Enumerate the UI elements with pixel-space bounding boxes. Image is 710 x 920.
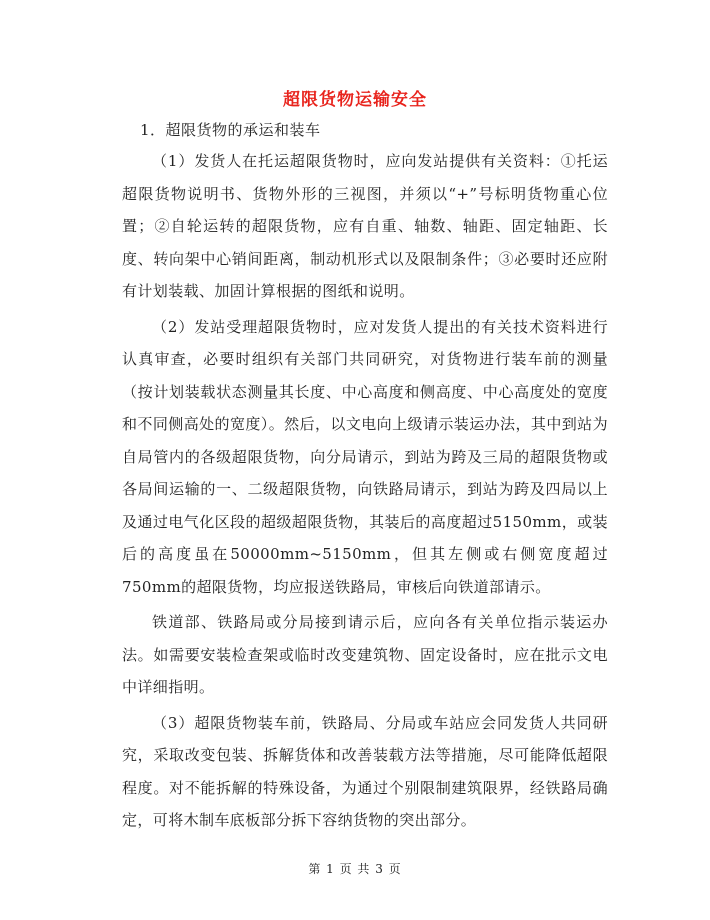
document-title: 超限货物运输安全 [283,90,427,110]
paragraph-2: （2）发站受理超限货物时，应对发货人提出的有关技术资料进行认真审查，必要时组织有关部门共同研究，对货物进行装车前的测量（按计划装载状态测量其长度、中心高度和侧高度、中心高度处的宽度和不同侧高处的宽度）。然后，以文电向上级请示装运办法，其中到站为自局管内的各级超限货物，向分局请示，到站为跨及三局的超限货物或各局间运输的一、二级超限货物，向铁路局请示，到站为跨及四局以上及通过电气化区段的超级超限货物，其装后的高度超过5150mm，或装后的高度虽在50000mm~5150mm，但其左侧或右侧宽度超过750mm的超限货物，均应报送铁路局，审核后向铁道部请示。 [122,317,608,596]
document-body [122,145,608,840]
paragraph-4: （3）超限货物装车前，铁路局、分局或车站应会同发货人共同研究，采取改变包装、拆解货体和改善装载方法等措施，尽可能降低超限程度。对不能拆解的特殊设备，为通过个别限制建筑限界，经铁路局确定，可将木制车底板部分拆下容纳货物的突出部分。 [122,713,608,829]
paragraph-1: （1）发货人在托运超限货物时，应向发站提供有关资料：①托运超限货物说明书、货物外形的三视图，并须以“+”号标明货物重心位置；②自轮运转的超限货物，应有自重、轴数、轴距、固定轴距、长度、转向架中心销间距离，制动机形式以及限制条件；③必要时还应附有计划装载、加固计算根据的图纸和说明。 [122,152,608,300]
page-footer: 第 1 页 共 3 页 [308,862,402,876]
section-heading: 1．超限货物的承运和装车 [140,121,321,139]
paragraph-3: 铁道部、铁路局或分局接到请示后，应向各有关单位指示装运办法。如需要安装检查架或临时改变建筑物、固定设备时，应在批示文电中详细指明。 [122,613,608,696]
